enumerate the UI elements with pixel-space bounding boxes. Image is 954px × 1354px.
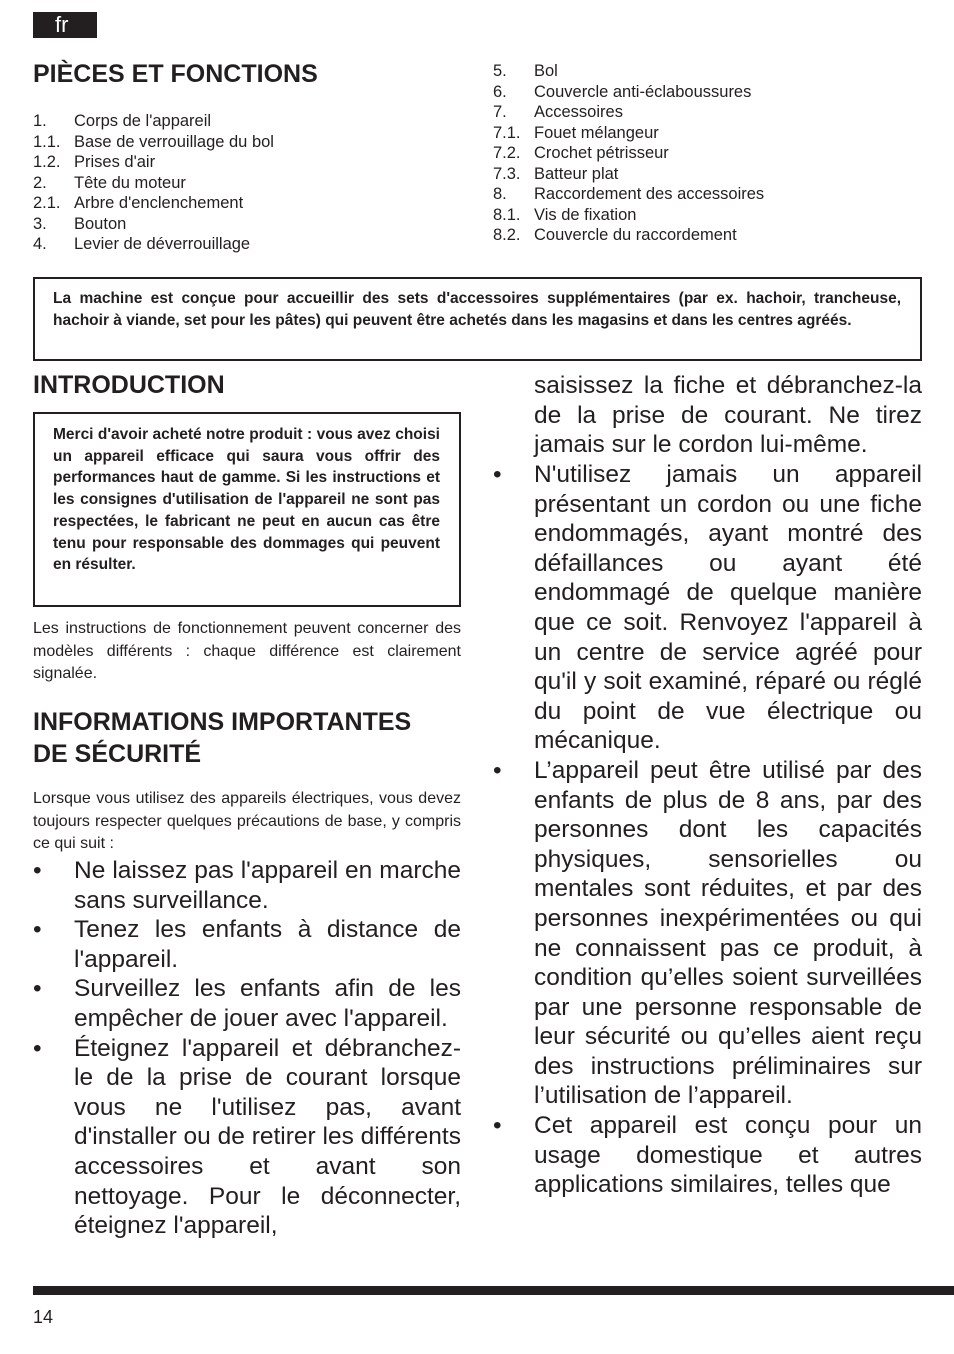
list-item: • Surveillez les enfants afin de les empêcher de jouer avec l'appareil. (33, 975, 461, 1032)
parts-list-left (33, 111, 274, 255)
introduction-paragraph: Les instructions de fonctionnement peuvent concerner des modèles différents : chaque différence est clairement signalée. (33, 620, 461, 682)
list-item: 8.1. Vis de fixation (493, 205, 637, 224)
language-badge: fr (33, 12, 97, 38)
list-item: 3. Bouton (33, 214, 127, 233)
list-item: 4. Levier de déverrouillage (33, 235, 251, 253)
list-item: • N'utilisez jamais un appareil présentant un cordon ou une fiche endommagés, ayant montré des défaillances ou ayant été endommagé de quelque manière que ce soit. Renvoyez l'appareil à un centre de service agréé pour qu'il y soit examiné, réparé ou réglé du point de vue électrique ou mécanique. (493, 461, 922, 755)
list-item: 5. Bol (493, 62, 558, 80)
list-item: • L’appareil peut être utilisé par des enfants de plus de 8 ans, par des personnes dont les capacités physiques, sensorielles ou mentales sont réduites, et par des personnes inexpérimentées ou qui ne connaissent pas ce produit, à condition qu’elles soient surveillées par une personne responsable de leur sécurité ou qu’elles aient reçu des instructions préliminaires sur l’utilisation de l’appareil. (493, 756, 922, 1110)
page-number: 14 (33, 1307, 54, 1327)
introduction-title: INTRODUCTION (33, 371, 225, 399)
list-item: 7.3. Batteur plat (493, 164, 619, 183)
accessory-note-box: La machine est conçue pour accueillir des sets d'accessoires supplémentaires (par ex. hachoir, trancheuse, hachoir à viande, set pour les pâtes) qui peuvent être achetés dans les magasins et dans les centres agréés. (33, 277, 922, 361)
list-item: 7.1. Fouet mélangeur (493, 123, 659, 142)
list-item: 2.1. Arbre d'enclenchement (33, 194, 244, 212)
safety-list-left (33, 856, 461, 1241)
list-item: 1.2. Prises d'air (33, 153, 156, 171)
list-item: • Cet appareil est conçu pour un usage domestique et autres applications similaires, telles que (493, 1112, 922, 1199)
list-item: 6. Couvercle anti-éclaboussures (493, 82, 752, 101)
safety-continuation: saisissez la fiche et débranchez-la de la prise de courant. Ne tirez jamais sur le cordon lui-même. (534, 372, 922, 459)
list-item: 8. Raccordement des accessoires (493, 185, 765, 203)
list-item: • Tenez les enfants à distance de l'appareil. (33, 916, 461, 973)
footer-rule (33, 1286, 954, 1295)
parts-list-right (493, 61, 764, 246)
safety-intro: Lorsque vous utilisez des appareils électriques, vous devez toujours respecter quelques précautions de base, y compris ce qui suit : (33, 790, 461, 852)
list-item: 2. Tête du moteur (33, 173, 186, 192)
list-item: • Ne laissez pas l'appareil en marche sans surveillance. (33, 857, 461, 914)
list-item: 8.2. Couvercle du raccordement (493, 226, 737, 244)
list-item: 7.2. Crochet pétrisseur (493, 144, 669, 162)
safety-title: INFORMATIONS IMPORTANTES DE SÉCURITÉ (33, 708, 412, 768)
parts-title: PIÈCES ET FONCTIONS (33, 60, 318, 88)
introduction-box: Merci d'avoir acheté notre produit : vous avez choisi un appareil efficace qui saura vous offrir des performances haut de gamme. Si les instructions et les consignes d'utilisation de l'appareil ne sont pas respectées, le fabricant ne peut en aucun cas être tenu pour responsable des dommages qui peuvent en résulter. (33, 412, 461, 607)
safety-list-right (493, 460, 922, 1200)
list-item: • Éteignez l'appareil et débranchez-le de la prise de courant lorsque vous ne l'utilisez pas, avant d'installer ou de retirer les différents accessoires et avant son nettoyage. Pour le déconnecter, éteignez l'appareil, (33, 1034, 461, 1240)
list-item: 7. Accessoires (493, 103, 623, 121)
list-item: 1. Corps de l'appareil (33, 112, 212, 130)
list-item: 1.1. Base de verrouillage du bol (33, 132, 274, 151)
